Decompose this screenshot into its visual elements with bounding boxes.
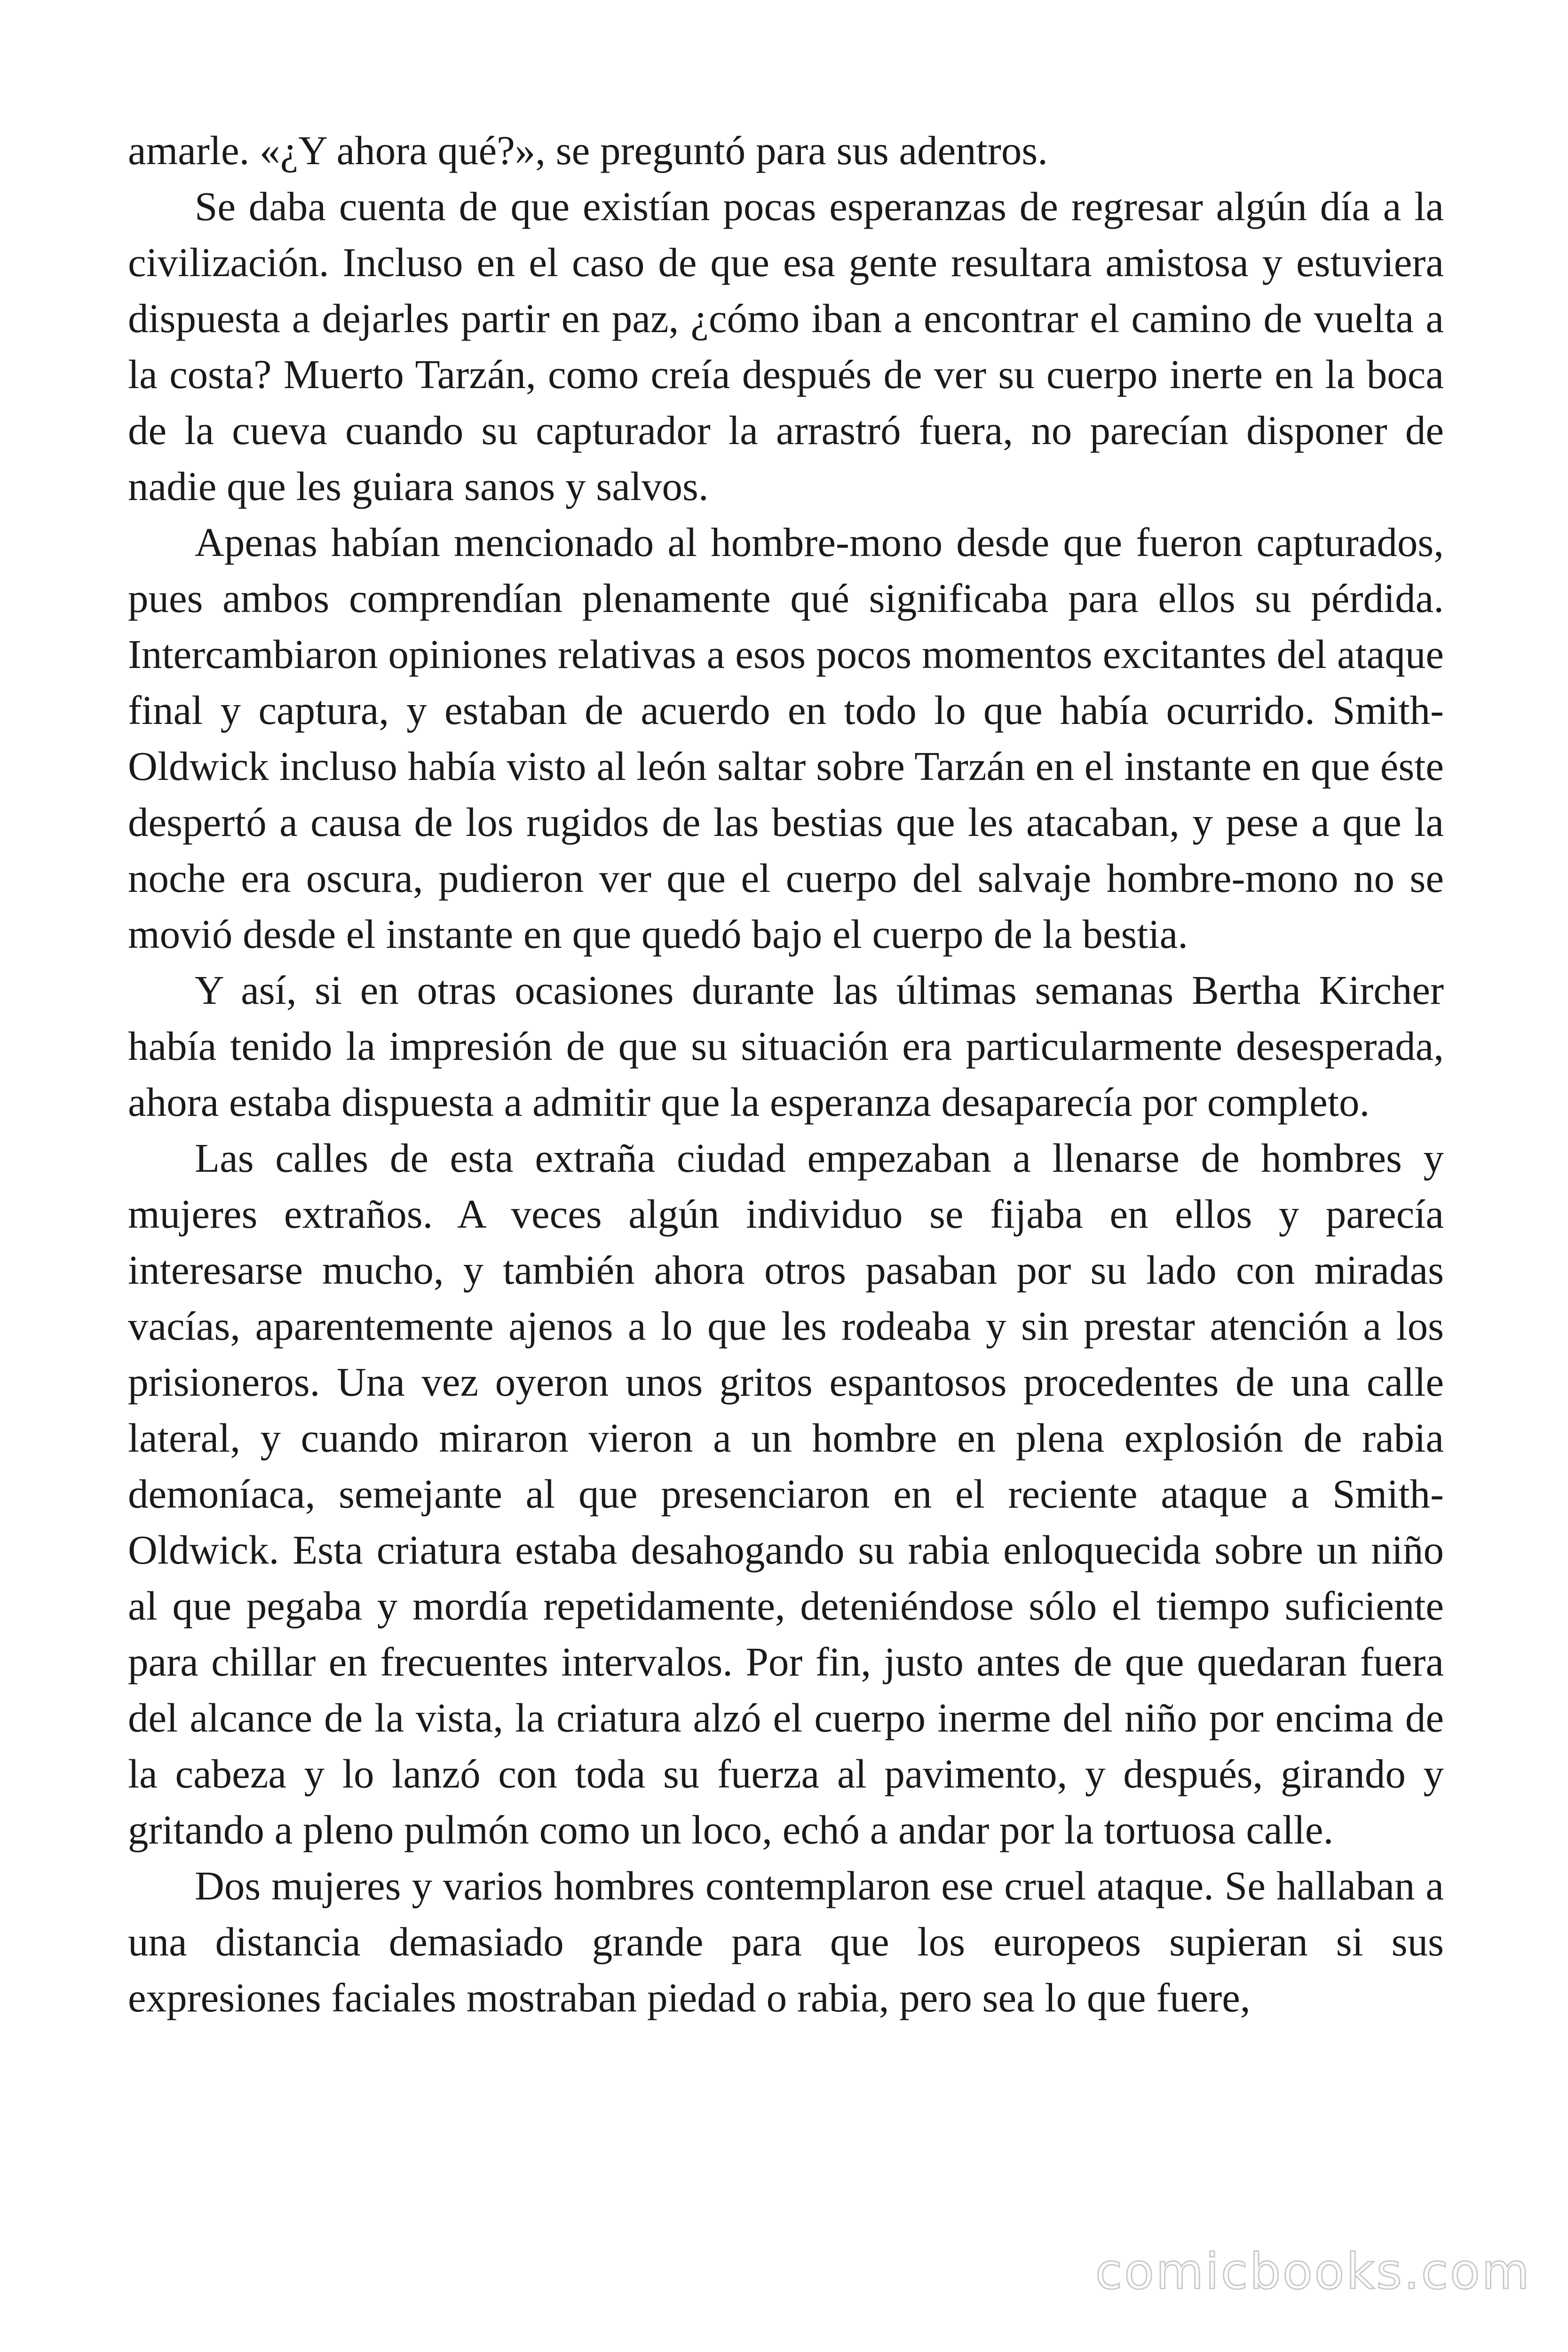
paragraph: Dos mujeres y varios hombres contemplaron ese cruel ataque. Se hallaban a una distancia demasiado grande para que los europeos supieran si sus expresiones faciales mostraban piedad o rabia, pero sea lo que fuere,	[128, 1863, 1444, 2020]
page-text-block	[128, 122, 1444, 2026]
paragraph-continuation: amarle. «¿Y ahora qué?», se preguntó para sus adentros.	[128, 127, 1048, 173]
paragraph: Las calles de esta extraña ciudad empezaban a llenarse de hombres y mujeres extraños. A veces algún individuo se fijaba en ellos y parecía interesarse mucho, y también ahora otros pasaban por su lado con miradas vacías, aparentemente ajenos a lo que les rodeaba y sin prestar atención a los prisioneros. Una vez oyeron unos gritos espantosos procedentes de una calle lateral, y cuando miraron vieron a un hombre en plena explosión de rabia demoníaca, semejante al que presenciaron en el reciente ataque a Smith-Oldwick. Esta criatura estaba desahogando su rabia enloquecida sobre un niño al que pegaba y mordía repetidamente, deteniéndose sólo el tiempo suficiente para chillar en frecuentes intervalos. Por fin, justo antes de que quedaran fuera del alcance de la vista, la criatura alzó el cuerpo inerme del niño por encima de la cabeza y lo lanzó con toda su fuerza al pavimento, y después, girando y gritando a pleno pulmón como un loco, echó a andar por la tortuosa calle.	[128, 1135, 1444, 1852]
paragraph: Y así, si en otras ocasiones durante las últimas semanas Bertha Kircher había tenido la impresión de que su situación era particularmente desesperada, ahora estaba dispuesta a admitir que la esperanza desaparecía por completo.	[128, 967, 1444, 1125]
paragraph: Apenas habían mencionado al hombre-mono desde que fueron capturados, pues ambos comprendían plenamente qué significaba para ellos su pérdida. Intercambiaron opiniones relativas a esos pocos momentos excitantes del ataque final y captura, y estaban de acuerdo en todo lo que había ocurrido. Smith-Oldwick incluso había visto al león saltar sobre Tarzán en el instante en que éste despertó a causa de los rugidos de las bestias que les atacaban, y pese a que la noche era oscura, pudieron ver que el cuerpo del salvaje hombre-mono no se movió desde el instante en que quedó bajo el cuerpo de la bestia.	[128, 519, 1444, 957]
paragraph: Se daba cuenta de que existían pocas esperanzas de regresar algún día a la civilización. Incluso en el caso de que esa gente resultara amistosa y estuviera dispuesta a dejarles partir en paz, ¿cómo iban a encontrar el camino de vuelta a la costa? Muerto Tarzán, como creía después de ver su cuerpo inerte en la boca de la cueva cuando su capturador la arrastró fuera, no parecían disponer de nadie que les guiara sanos y salvos.	[128, 183, 1444, 509]
watermark-logo: comicbooks.com	[1095, 2243, 1531, 2300]
